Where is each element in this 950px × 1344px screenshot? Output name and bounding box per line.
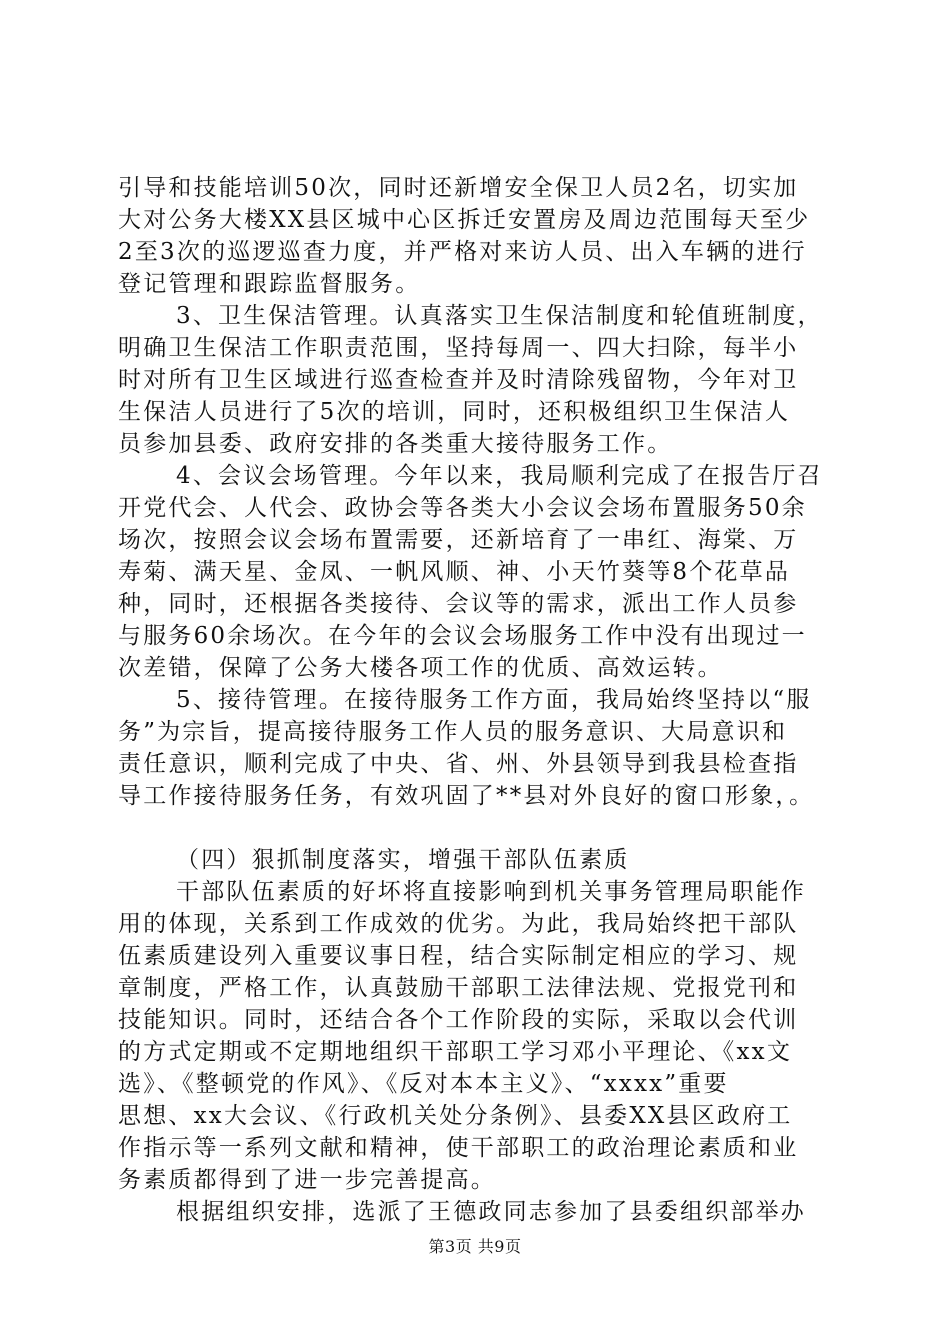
text-line: 引导和技能培训50次，同时还新增安全保卫人员2名，切实加 [118,175,799,201]
text-line: 作指示等一系列文献和精神，使干部职工的政治理论素质和业 [118,1135,799,1161]
text-line: 与服务60余场次。在今年的会议会场服务工作中没有出现过一 [118,623,807,649]
text-line: 导工作接待服务任务，有效巩固了**县对外良好的窗口形象，。 [118,783,815,809]
text-line: 明确卫生保洁工作职责范围，坚持每周一、四大扫除，每半小 [118,335,799,361]
paragraph-start-line: 5、接待管理。在接待服务工作方面，我局始终坚持以“服 [176,687,812,713]
text-line: 时对所有卫生区域进行巡查检查并及时清除残留物，今年对卫 [118,367,799,393]
paragraph-start-line: 根据组织安排，选派了王德政同志参加了县委组织部举办 [176,1199,806,1225]
paragraph-start-line: 4、会议会场管理。今年以来，我局顺利完成了在报告厅召 [176,463,823,489]
section-heading: （四）狠抓制度落实，增强干部队伍素质 [176,847,630,873]
page-footer: 第3页 共9页 [428,1237,522,1256]
text-line: 用的体现，关系到工作成效的优劣。为此，我局始终把干部队 [118,911,799,937]
text-line: 种，同时，还根据各类接待、会议等的需求，派出工作人员参 [118,591,799,617]
text-line: 次差错，保障了公务大楼各项工作的优质、高效运转。 [118,655,723,681]
text-line: 2至3次的巡逻巡查力度，并严格对来访人员、出入车辆的进行 [118,239,807,265]
text-line: 大对公务大楼XX县区城中心区拆迁安置房及周边范围每天至少 [118,207,811,233]
text-line: 务素质都得到了进一步完善提高。 [118,1167,496,1193]
text-line: 选》、《整顿党的作风》、《反对本本主义》、“xxxx”重要 [118,1071,729,1097]
paragraph-start-line: 干部队伍素质的好坏将直接影响到机关事务管理局职能作 [176,879,806,905]
text-line: 的方式定期或不定期地组织干部职工学习邓小平理论、《xx文 [118,1039,793,1065]
text-line: 场次，按照会议会场布置需要，还新培育了一串红、海棠、万 [118,527,799,553]
text-line: 员参加县委、政府安排的各类重大接待服务工作。 [118,431,673,457]
text-line: 开党代会、人代会、政协会等各类大小会议会场布置服务50余 [118,495,807,521]
text-line: 生保洁人员进行了5次的培训，同时，还积极组织卫生保洁人 [118,399,791,425]
text-line: 思想、xx大会议、《行政机关处分条例》、县委XX县区政府工 [118,1103,793,1129]
text-line: 登记管理和跟踪监督服务。 [118,271,421,297]
text-line: 伍素质建设列入重要议事日程，结合实际制定相应的学习、规 [118,943,799,969]
text-line: 务”为宗旨，提高接待服务工作人员的服务意识、大局意识和 [118,719,788,745]
text-line: 寿菊、满天星、金凤、一帆风顺、神、小天竹葵等8个花草品 [118,559,791,585]
text-line: 责任意识，顺利完成了中央、省、州、外县领导到我县检查指 [118,751,799,777]
paragraph-start-line: 3、卫生保洁管理。认真落实卫生保洁制度和轮值班制度， [176,303,823,329]
text-line: 章制度，严格工作，认真鼓励干部职工法律法规、党报党刊和 [118,975,799,1001]
text-line: 技能知识。同时，还结合各个工作阶段的实际，采取以会代训 [118,1007,799,1033]
